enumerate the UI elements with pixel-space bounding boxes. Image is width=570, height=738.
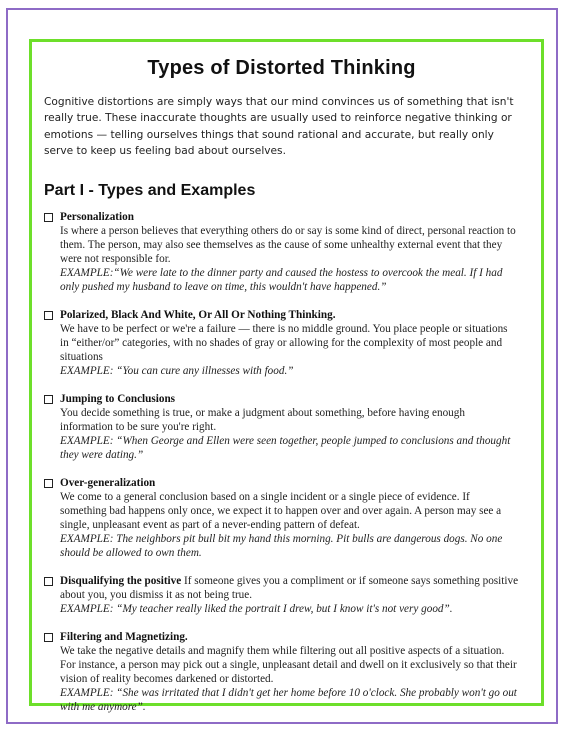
document-content [44, 57, 519, 728]
item-title: Polarized, Black And White, Or All Or Nothing Thinking. [60, 308, 336, 321]
item-title: Jumping to Conclusions [60, 392, 176, 405]
item-body: If someone gives you a compliment or if someone says something positive about you, you dismiss it as not being true. [60, 574, 519, 601]
checkbox-icon [44, 633, 53, 642]
list-item-polarized-thinking [44, 308, 519, 378]
item-body: We take the negative details and magnify them while filtering out all positive aspects of a situation. For instance, a person may pick out a single, unpleasant detail and dwell on it exclusively so that their vision of reality becomes darkened or distorted. [60, 644, 517, 685]
item-example: EXAMPLE: “You can cure any illnesses with food.” [60, 364, 294, 377]
checkbox-icon [44, 395, 53, 404]
checkbox-icon [44, 577, 53, 586]
item-example: EXAMPLE: The neighbors pit bull bit my hand this morning. Pit bulls are dangerous dogs. No one should be allowed to own them. [60, 532, 503, 559]
item-body: We come to a general conclusion based on a single incident or a single piece of evidence. If something bad happens only once, we expect it to happen over and over again. A person may see a single, unpleasant event as part of a never-ending pattern of defeat. [60, 490, 502, 531]
item-example: EXAMPLE: “She was irritated that I didn't get her home before 10 o'clock. She probably won't go out with me anymore”. [60, 686, 517, 713]
checkbox-icon [44, 311, 53, 320]
item-title: Over-generalization [60, 476, 156, 489]
list-item-personalization [44, 210, 519, 294]
item-body: We have to be perfect or we're a failure — there is no middle ground. You place people or situations in “either/or” categories, with no shades of gray or allowing for the complexity of most people and situations [60, 322, 508, 363]
item-title: Personalization [60, 210, 134, 223]
item-example: EXAMPLE:“We were late to the dinner party and caused the hostess to overcook the meal. If I had only pushed my husband to leave on time, this wouldn't have happened.” [60, 266, 503, 293]
list-item-disqualifying-positive [44, 574, 519, 616]
checkbox-icon [44, 479, 53, 488]
item-title: Filtering and Magnetizing. [60, 630, 188, 643]
checkbox-icon [44, 213, 53, 222]
item-body: Is where a person believes that everything others do or say is some kind of direct, personal reaction to them. The person, may also see themselves as the cause of some unhealthy external event that they were not responsible for. [60, 224, 516, 265]
item-example: EXAMPLE: “When George and Ellen were seen together, people jumped to conclusions and thought they were dating.” [60, 434, 511, 461]
item-paragraph [60, 574, 519, 602]
list-item-jumping-to-conclusions [44, 392, 519, 462]
section-heading: Part I - Types and Examples [44, 181, 256, 199]
item-body: You decide something is true, or make a judgment about something, before having enough information to be sure you're right. [60, 406, 465, 433]
page-title: Types of Distorted Thinking [147, 57, 416, 79]
item-title: Disqualifying the positive [60, 574, 182, 587]
list-item-filtering [44, 630, 519, 714]
item-example: EXAMPLE: “My teacher really liked the portrait I drew, but I know it's not very good”. [60, 602, 453, 615]
intro-paragraph: Cognitive distortions are simply ways that our mind convinces us of something that isn't really true. These inaccurate thoughts are usually used to reinforce negative thinking or emotions — telling ourselves things that sound rational and accurate, but really only serve to keep us feeling bad about ourselves. [44, 96, 514, 158]
list-item-over-generalization [44, 476, 519, 560]
